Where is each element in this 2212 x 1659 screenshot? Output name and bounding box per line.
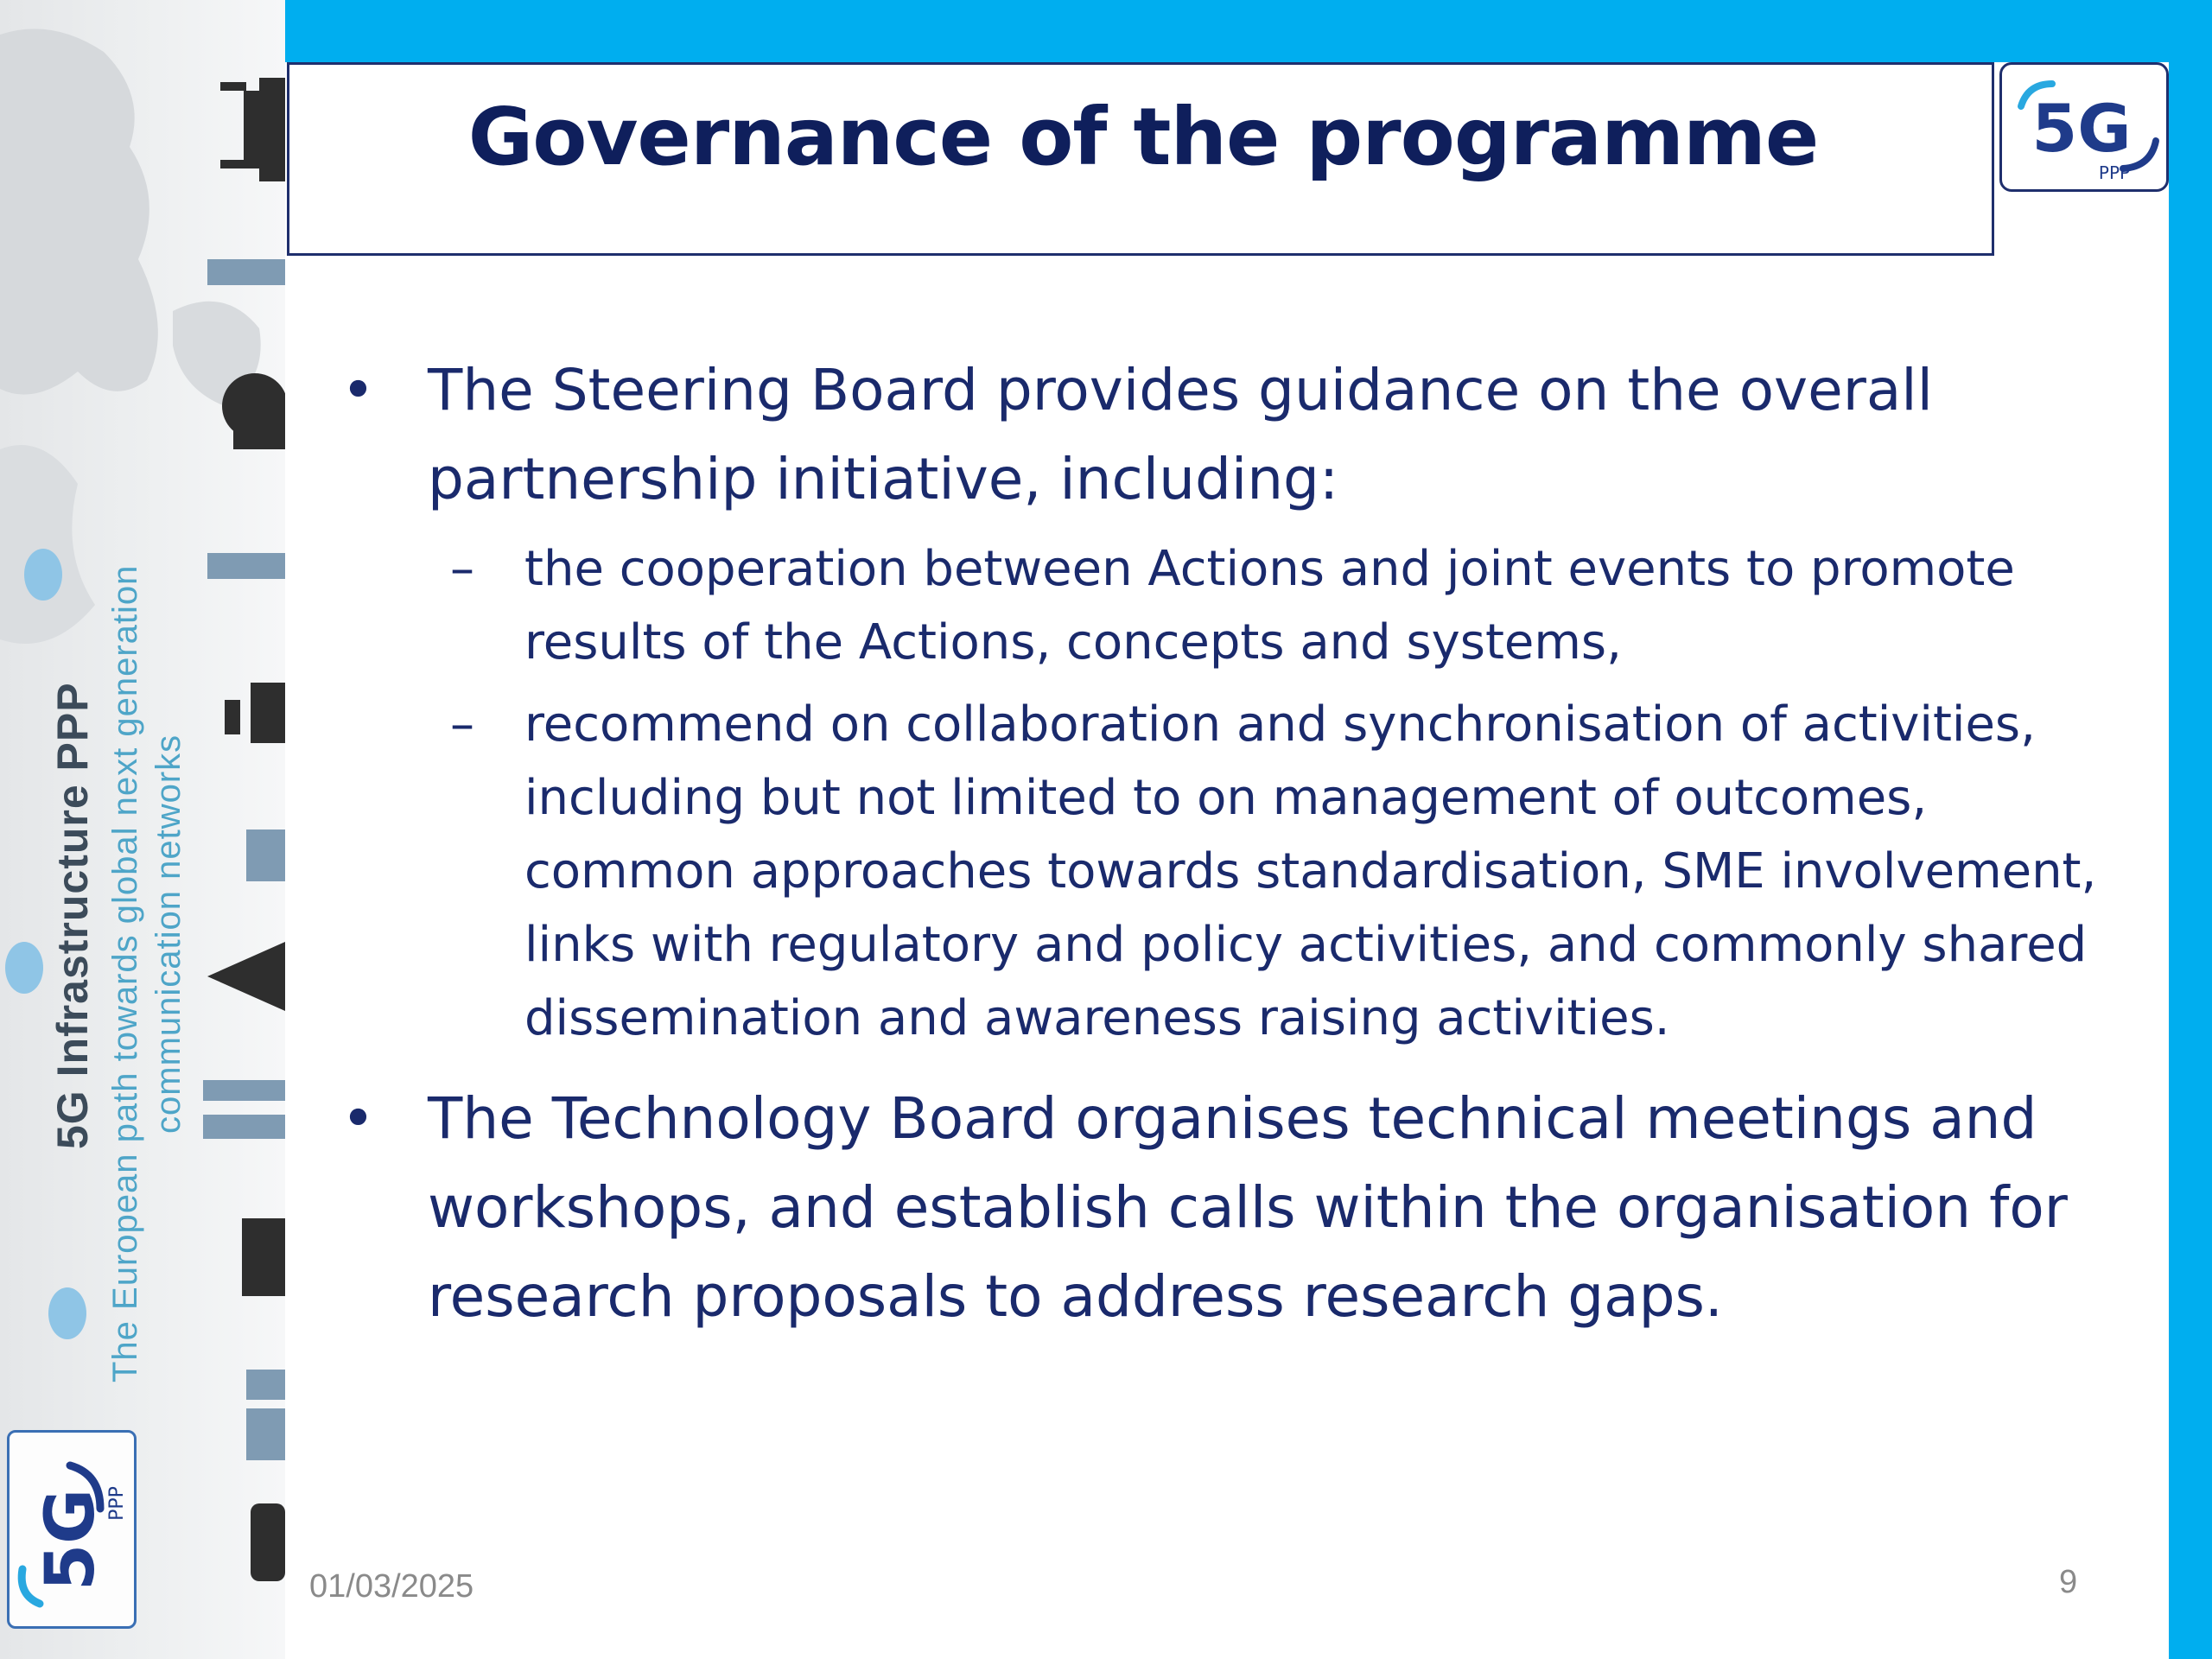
page-number: 9 [2059, 1564, 2078, 1600]
dash-mark: – [450, 541, 474, 597]
svg-text:PPP: PPP [106, 1486, 128, 1521]
sidebar [0, 0, 285, 1659]
sidebar-title: 5G Infrastructure PPP [48, 682, 97, 1149]
sub-item-text: the cooperation between Actions and joint events to promote results of the Actions, concepts and systems, [524, 541, 2015, 671]
title-box [287, 62, 1994, 256]
svg-text:5G: 5G [2031, 90, 2132, 167]
bullet-mark: • [341, 357, 375, 423]
bullet-item [341, 346, 2121, 524]
bullet-text: The Technology Board organises technical meetings and workshops, and establish calls within the organisation for research proposals to address research gaps. [428, 1085, 2068, 1330]
bullet-item [341, 1074, 2121, 1341]
slide-title: Governance of the programme [467, 91, 1819, 183]
bullet-text: The Steering Board provides guidance on the overall partnership initiative, including: [428, 357, 1933, 512]
sub-item-text: recommend on collaboration and synchronisation of activities, including but not limited to on management of outcomes, common approaches towards standardisation, SME involvement, links with regulatory and policy activities, and commonly shared dissemination and awareness raising activities. [524, 696, 2097, 1046]
header-logo [1999, 62, 2169, 192]
footer-date: 01/03/2025 [309, 1568, 474, 1605]
5g-ppp-logo-icon [10, 1433, 139, 1631]
dash-mark: – [450, 696, 474, 753]
right-accent-bar [2169, 0, 2212, 1659]
sub-item [341, 688, 2121, 1055]
sidebar-subtitle-line2: communication networks [149, 734, 188, 1134]
slide-content [341, 346, 2121, 1341]
sub-list [341, 532, 2121, 1055]
5g-ppp-logo-icon [2002, 65, 2166, 189]
bullet-mark: • [341, 1085, 375, 1152]
sub-item [341, 532, 2121, 679]
sidebar-subtitle-line1: The European path towards global next generation [106, 564, 144, 1382]
top-accent-bar [285, 0, 2169, 62]
svg-text:PPP: PPP [2098, 162, 2131, 183]
svg-text:5G: 5G [32, 1488, 110, 1592]
sidebar-text [39, 0, 186, 1382]
sidebar-logo [7, 1430, 137, 1629]
